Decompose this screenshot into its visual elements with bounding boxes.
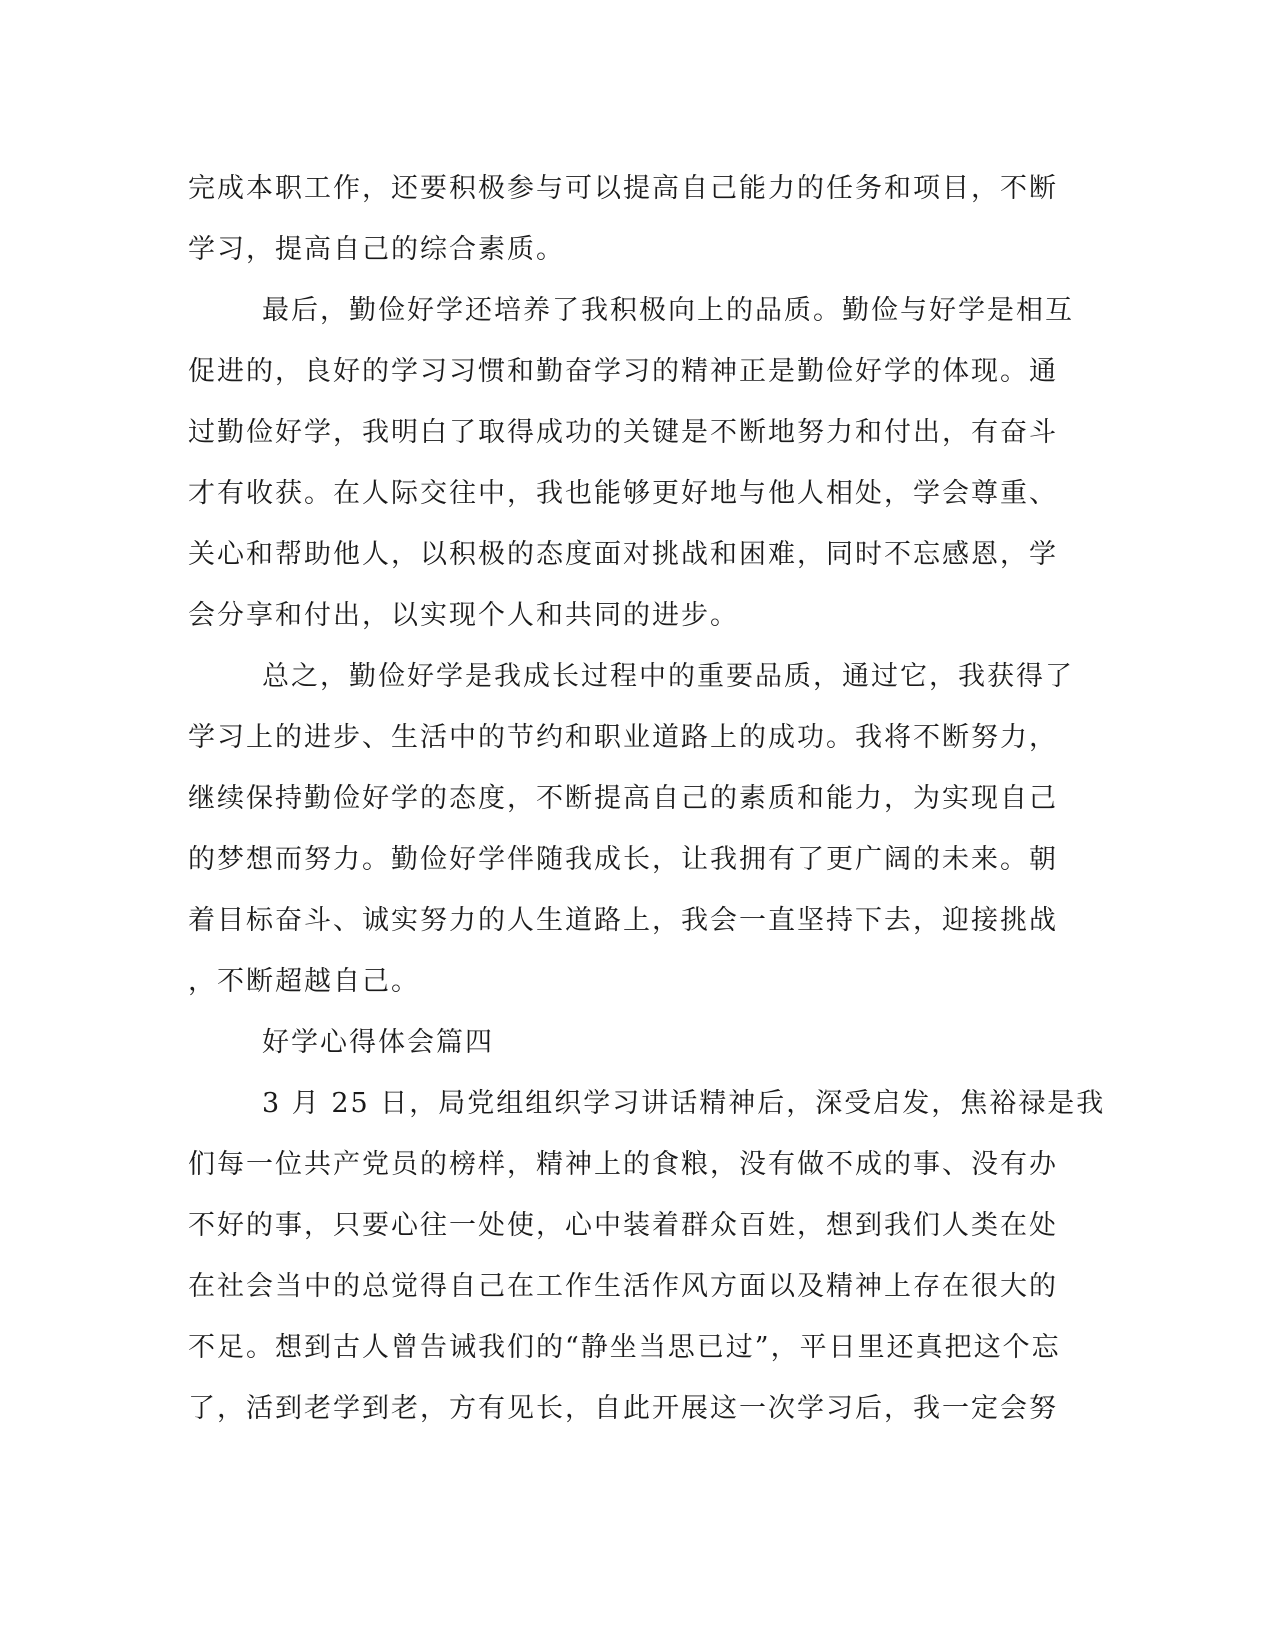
text-line: 学习，提高自己的综合素质。 <box>188 234 565 265</box>
text-line: 完成本职工作，还要积极参与可以提高自己能力的任务和项目，不断 <box>188 173 1058 204</box>
text-line: 促进的，良好的学习习惯和勤奋学习的精神正是勤俭好学的体现。通 <box>188 356 1058 387</box>
section-heading: 好学心得体会篇四 <box>262 1027 494 1058</box>
text-line: 继续保持勤俭好学的态度，不断提高自己的素质和能力，为实现自己 <box>188 783 1058 814</box>
text-line: 才有收获。在人际交往中，我也能够更好地与他人相处，学会尊重、 <box>188 478 1058 509</box>
text-line: 着目标奋斗、诚实努力的人生道路上，我会一直坚持下去，迎接挑战 <box>188 905 1058 936</box>
text-line: ，不断超越自己。 <box>188 966 420 997</box>
text-line: 不好的事，只要心往一处使，心中装着群众百姓，想到我们人类在处 <box>188 1210 1058 1241</box>
text-line: 过勤俭好学，我明白了取得成功的关键是不断地努力和付出，有奋斗 <box>188 417 1058 448</box>
text-line: 学习上的进步、生活中的节约和职业道路上的成功。我将不断努力， <box>188 722 1058 753</box>
text-line: 了，活到老学到老，方有见长，自此开展这一次学习后，我一定会努 <box>188 1393 1058 1424</box>
text-line: 会分享和付出，以实现个人和共同的进步。 <box>188 600 739 631</box>
document-body <box>188 158 1106 1439</box>
paragraph-start-line: 最后，勤俭好学还培养了我积极向上的品质。勤俭与好学是相互 <box>262 295 1074 326</box>
text-line: 们每一位共产党员的榜样，精神上的食粮，没有做不成的事、没有办 <box>188 1149 1058 1180</box>
text-line: 在社会当中的总觉得自己在工作生活作风方面以及精神上存在很大的 <box>188 1271 1058 1302</box>
text-line: 关心和帮助他人，以积极的态度面对挑战和困难，同时不忘感恩，学 <box>188 539 1058 570</box>
paragraph-start-line: 3 月 25 日，局党组组织学习讲话精神后，深受启发，焦裕禄是我 <box>262 1088 1106 1119</box>
text-line: 的梦想而努力。勤俭好学伴随我成长，让我拥有了更广阔的未来。朝 <box>188 844 1058 875</box>
paragraph-start-line: 总之，勤俭好学是我成长过程中的重要品质，通过它，我获得了 <box>262 661 1074 692</box>
text-line: 不足。想到古人曾告诫我们的“静坐当思已过”，平日里还真把这个忘 <box>188 1332 1061 1363</box>
